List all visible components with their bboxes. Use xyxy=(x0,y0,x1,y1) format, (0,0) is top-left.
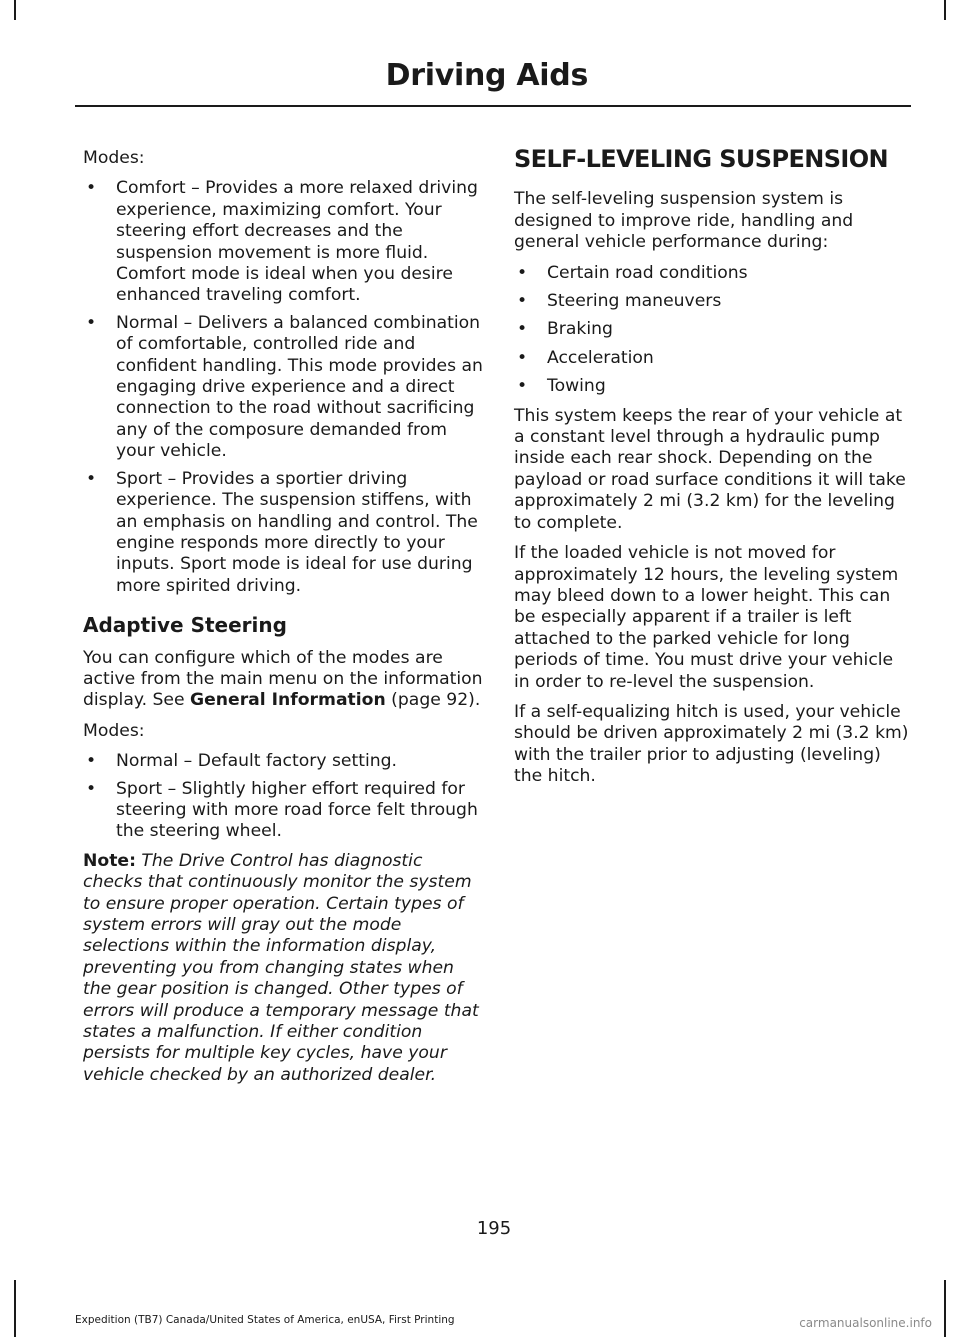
watermark: carmanualsonline.info xyxy=(799,1316,932,1330)
drive-modes-list xyxy=(83,178,483,597)
header-divider xyxy=(75,105,911,107)
bullet-icon: • xyxy=(517,319,528,340)
adaptive-steering-intro: You can configure which of the modes are active from the main menu on the information display. See General Information (page 92). xyxy=(83,647,483,711)
bullet-icon: • xyxy=(517,347,528,368)
list-item: • Acceleration xyxy=(517,347,654,368)
suspension-intro: The self-leveling suspension system is designed to improve ride, handling and general vehicle performance during: xyxy=(514,189,854,253)
bullet-icon: • xyxy=(517,291,528,312)
list-item: • Braking xyxy=(517,319,613,340)
publication-info: Expedition (TB7) Canada/United States of America, enUSA, First Printing xyxy=(75,1314,455,1326)
list-item: • Steering maneuvers xyxy=(517,291,722,312)
bullet-icon: • xyxy=(86,312,97,333)
page-number: 195 xyxy=(476,1218,512,1239)
list-item: • Towing xyxy=(517,376,606,397)
section-heading: SELF-LEVELING SUSPENSION xyxy=(514,145,889,173)
list-item: • Normal – Delivers a balanced combination of comfortable, controlled ride and confident handling. This mode provides an engaging drive experience and a direct connection to the road without sacrificing any of the composure demanded from your vehicle. xyxy=(86,312,483,462)
bullet-icon: • xyxy=(86,178,97,199)
modes-label: Modes: xyxy=(83,720,145,741)
bullet-icon: • xyxy=(517,262,528,283)
bullet-icon: • xyxy=(517,376,528,397)
body-paragraph: If the loaded vehicle is not moved for approximately 12 hours, the leveling system may bleed down to a lower height. This can be especially apparent if a trailer is left attached to the parked vehicle for long periods of time. You must drive your vehicle in order to re-level the suspension. xyxy=(514,543,899,692)
body-paragraph: This system keeps the rear of your vehicle at a constant level through a hydraulic pump inside each rear shock. Depending on the payload or road surface conditions it will take approximately 2 mi (3.2 km) for the leveling to complete. xyxy=(514,405,906,533)
list-item: • Sport – Provides a sportier driving experience. The suspension stiffens, with an emphasis on handling and control. The engine responds more directly to your inputs. Sport mode is ideal for use during more spirited driving. xyxy=(86,468,478,596)
adaptive-steering-heading: Adaptive Steering xyxy=(83,613,287,638)
list-item: • Certain road conditions xyxy=(517,262,748,283)
note-text: The Drive Control has diagnostic checks that continuously monitor the system to ensure proper operation. Certain types of system errors will gray out the mode selections within the information display, preventing you from changing states when the gear position is changed. Other types of errors will produce a temporary message that states a malfunction. If either condition persists for multiple key cycles, have your vehicle checked by an authorized dealer. xyxy=(83,850,479,1085)
right-column xyxy=(514,145,914,797)
crop-mark-bottom-left xyxy=(14,1280,16,1337)
conditions-list xyxy=(514,263,914,398)
crop-mark-bottom-right xyxy=(944,1280,946,1337)
page-title: Driving Aids xyxy=(385,58,588,93)
note-label: Note: xyxy=(83,850,136,871)
crop-mark-top-right xyxy=(944,0,946,20)
bullet-icon: • xyxy=(86,468,97,489)
crop-mark-top-left xyxy=(14,0,16,20)
note-paragraph xyxy=(83,851,483,1086)
modes-label: Modes: xyxy=(83,148,145,168)
steering-modes-list xyxy=(83,751,483,843)
body-paragraph: If a self-equalizing hitch is used, your vehicle should be driven approximately 2 mi (3.2 km) with the trailer prior to adjusting (leveling) the hitch. xyxy=(514,701,909,787)
bullet-icon: • xyxy=(86,751,97,772)
list-item: • Comfort – Provides a more relaxed driving experience, maximizing comfort. Your steering effort decreases and the suspension movement is more fluid. Comfort mode is ideal when you desire enhanced traveling comfort. xyxy=(86,178,478,306)
list-item: • Normal – Default factory setting. xyxy=(86,751,398,772)
left-column xyxy=(83,148,483,1095)
cross-reference-link[interactable]: General Information xyxy=(190,690,386,711)
list-item: • Sport – Slightly higher effort required for steering with more road force felt through the steering wheel. xyxy=(86,778,478,842)
bullet-icon: • xyxy=(86,778,97,799)
